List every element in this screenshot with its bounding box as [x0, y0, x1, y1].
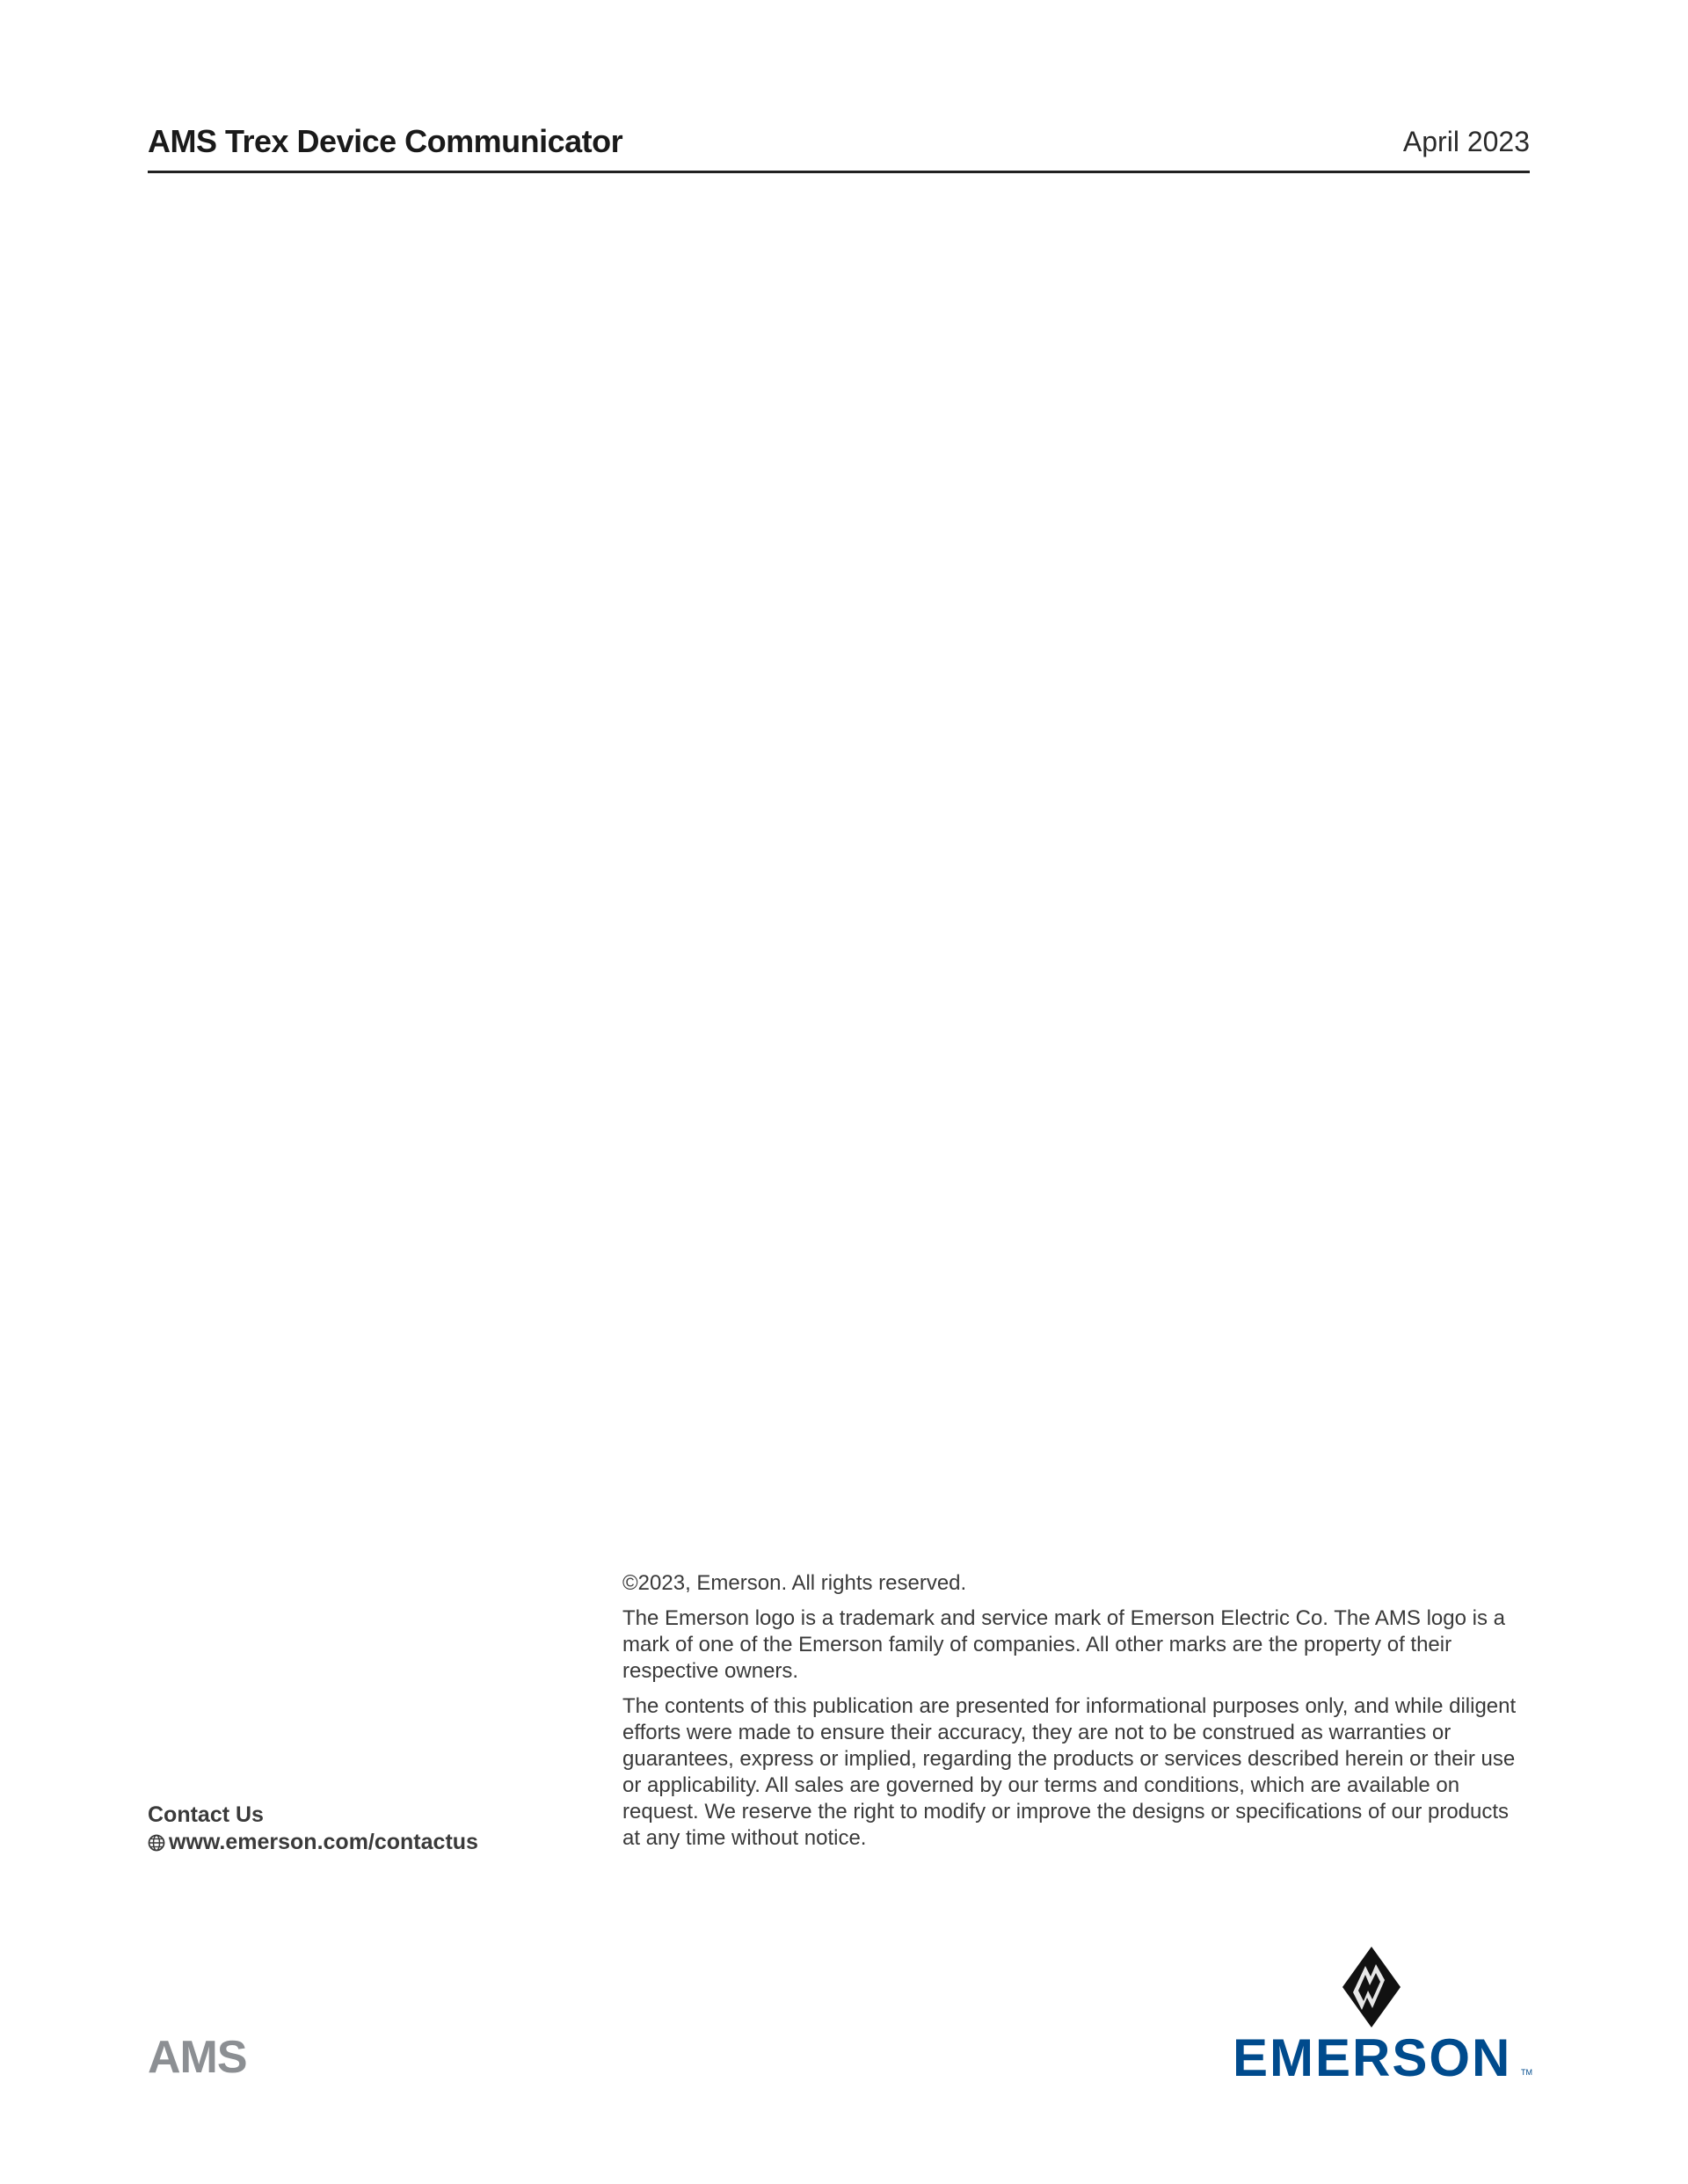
contact-block	[148, 1802, 478, 1856]
globe-icon	[148, 1834, 165, 1852]
ams-logo: AMS	[148, 2032, 247, 2083]
contact-link[interactable]	[148, 1829, 478, 1856]
disclaimer-text: The contents of this publication are presented for informational purposes only, and while diligent efforts were made to ensure their accuracy, they are not to be construed as warranties or guarantees, express or implied, regarding the products or services described herein or their use or applicability. All sales are governed by our terms and conditions, which are available on request. We reserve the right to modify or improve the designs or specifications of our products at any time without notice.	[622, 1694, 1517, 1850]
document-date: April 2023	[1402, 126, 1530, 157]
header-divider	[148, 171, 1530, 173]
emerson-diamond-logo-icon	[1341, 1945, 1402, 2029]
trademark-text: The Emerson logo is a trademark and service mark of Emerson Electric Co. The AMS logo is a mark of one of the Emerson family of companies. All other marks are the property of their respective owners.	[622, 1606, 1505, 1683]
legal-notice	[622, 1570, 1530, 1860]
emerson-trademark: TM	[1521, 2068, 1532, 2077]
copyright-text: ©2023, Emerson. All rights reserved.	[622, 1571, 967, 1595]
document-title: AMS Trex Device Communicator	[148, 123, 623, 159]
contact-label: Contact Us	[148, 1802, 264, 1827]
contact-url[interactable]: www.emerson.com/contactus	[169, 1830, 478, 1854]
emerson-logo: EMERSON	[1233, 2028, 1512, 2087]
